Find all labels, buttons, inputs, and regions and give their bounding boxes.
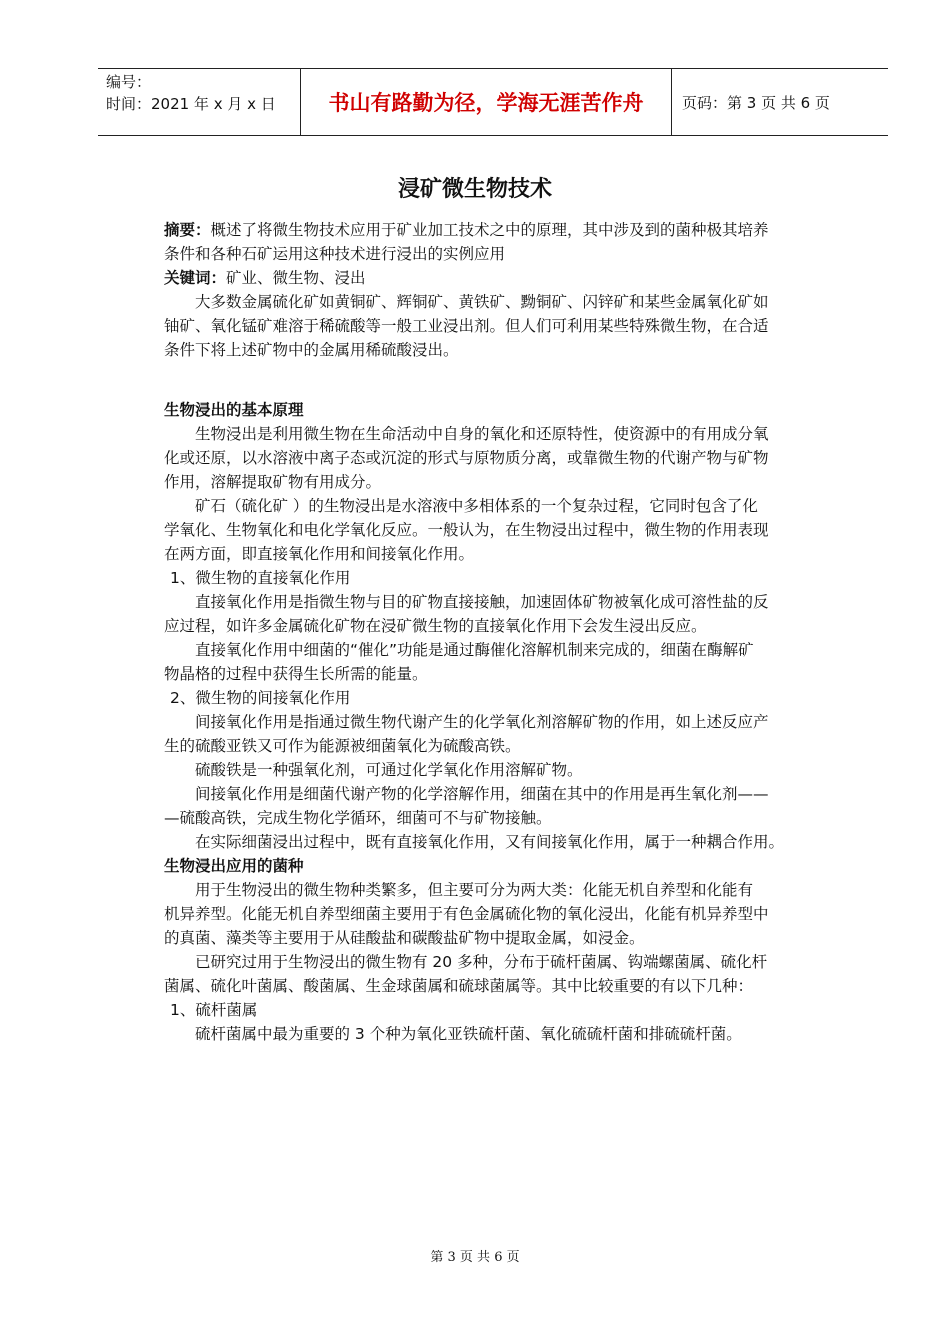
paragraph-line: 直接氧化作用是指微生物与目的矿物直接接触，加速固体矿物被氧化成可溶性盐的反 [195, 593, 769, 611]
paragraph-line: —硫酸高铁，完成生物化学循环，细菌可不与矿物接触。 [164, 809, 552, 827]
document-title: 浸矿微生物技术 [397, 177, 552, 202]
paragraph-line: 间接氧化作用是指通过微生物代谢产生的化学氧化剂溶解矿物的作用，如上述反应产 [195, 713, 769, 731]
page-footer: 第 3 页 共 6 页 [430, 1250, 520, 1265]
paragraph-line: 的真菌、藻类等主要用于从硅酸盐和碳酸盐矿物中提取金属，如浸金。 [164, 929, 645, 947]
paragraph-line: 矿石（硫化矿 ）的生物浸出是水溶液中多相体系的一个复杂过程，它同时包含了化 [195, 497, 758, 515]
abstract-label: 摘要： [164, 221, 211, 239]
subsection-heading: 1、微生物的直接氧化作用 [170, 569, 351, 587]
time-label: 时间：2021 年 x 月 x 日 [106, 95, 276, 113]
paragraph-line: 在实际细菌浸出过程中，既有直接氧化作用，又有间接氧化作用，属于一种耦合作用。 [195, 833, 785, 851]
keywords-text: 矿业、微生物、浸出 [226, 269, 366, 287]
intro-line: 条件下将上述矿物中的金属用稀硫酸浸出。 [164, 341, 459, 359]
document-body [164, 218, 828, 1046]
paragraph-line: 生的硫酸亚铁又可作为能源被细菌氧化为硫酸高铁。 [164, 737, 521, 755]
paragraph-line: 间接氧化作用是细菌代谢产物的化学溶解作用，细菌在其中的作用是再生氧化剂—— [195, 785, 769, 803]
number-label: 编号： [106, 73, 152, 91]
paragraph-line: 硫杆菌属中最为重要的 3 个种为氧化亚铁硫杆菌、氧化硫硫杆菌和排硫硫杆菌。 [195, 1025, 742, 1043]
paragraph-line: 应过程，如许多金属硫化矿物在浸矿微生物的直接氧化作用下会发生浸出反应。 [164, 617, 707, 635]
paragraph-line: 菌属、硫化叶菌属、酸菌属、生金球菌属和硫球菌属等。其中比较重要的有以下几种： [164, 977, 754, 995]
page-header [98, 68, 888, 136]
keywords-line [164, 266, 828, 290]
abstract-text: 概述了将微生物技术应用于矿业加工技术之中的原理，其中涉及到的菌种极其培养 [210, 221, 769, 239]
section-heading: 生物浸出的基本原理 [164, 401, 304, 419]
paragraph-line: 机异养型。化能无机自养型细菌主要用于有色金属硫化物的氧化浸出，化能有机异养型中 [164, 905, 769, 923]
keywords-label: 关键词： [164, 269, 227, 287]
header-meta [98, 69, 300, 135]
header-motto: 书山有路勤为径，学海无涯苦作舟 [300, 69, 672, 135]
paragraph-line: 已研究过用于生物浸出的微生物有 20 多种，分布于硫杆菌属、钩端螺菌属、硫化杆 [195, 953, 768, 971]
intro-line: 铀矿、氧化锰矿难溶于稀硫酸等一般工业浸出剂。但人们可利用某些特殊微生物，在合适 [164, 317, 769, 335]
subsection-heading: 1、硫杆菌属 [170, 1001, 258, 1019]
paragraph-line: 化或还原，以水溶液中离子态或沉淀的形式与原物质分离，或靠微生物的代谢产物与矿物 [164, 449, 769, 467]
paragraph-line: 学氧化、生物氧化和电化学氧化反应。一般认为，在生物浸出过程中，微生物的作用表现 [164, 521, 769, 539]
abstract-line [164, 218, 828, 242]
paragraph-line: 硫酸铁是一种强氧化剂，可通过化学氧化作用溶解矿物。 [195, 761, 583, 779]
paragraph-line: 用于生物浸出的微生物种类繁多，但主要可分为两大类：化能无机自养型和化能有 [195, 881, 754, 899]
paragraph-line: 生物浸出是利用微生物在生命活动中自身的氧化和还原特性，使资源中的有用成分氧 [195, 425, 769, 443]
abstract-line-2: 条件和各种石矿运用这种技术进行浸出的实例应用 [164, 245, 506, 263]
paragraph-line: 作用，溶解提取矿物有用成分。 [164, 473, 382, 491]
paragraph-line: 直接氧化作用中细菌的“催化”功能是通过酶催化溶解机制来完成的，细菌在酶解矿 [195, 641, 754, 659]
header-page-info: 页码：第 3 页 共 6 页 [682, 93, 830, 112]
subsection-heading: 2、微生物的间接氧化作用 [170, 689, 351, 707]
intro-line: 大多数金属硫化矿如黄铜矿、辉铜矿、黄铁矿、黝铜矿、闪锌矿和某些金属氧化矿如 [195, 293, 769, 311]
section-heading: 生物浸出应用的菌种 [164, 857, 304, 875]
paragraph-line: 物晶格的过程中获得生长所需的能量。 [164, 665, 428, 683]
paragraph-line: 在两方面，即直接氧化作用和间接氧化作用。 [164, 545, 475, 563]
